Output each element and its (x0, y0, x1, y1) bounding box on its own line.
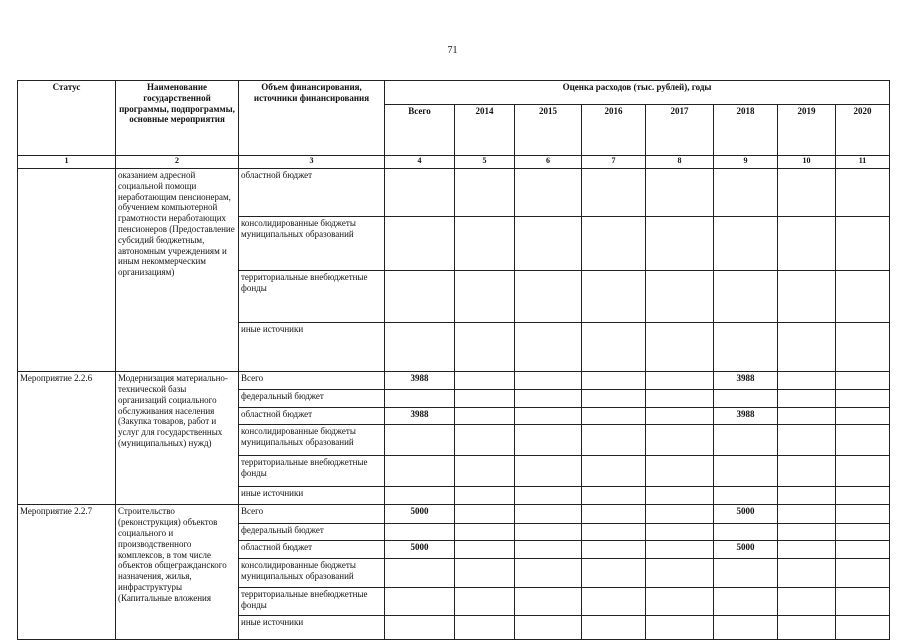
table-row (18, 156, 890, 169)
value-cell (385, 217, 455, 271)
column-number: 3 (239, 156, 385, 169)
value-cell (582, 322, 646, 371)
financing-source: областной бюджет (239, 407, 385, 424)
value-cell (582, 407, 646, 424)
table-row (18, 81, 890, 105)
value-cell (836, 424, 890, 455)
value-cell (385, 456, 455, 487)
column-number: 11 (836, 156, 890, 169)
value-cell (385, 487, 455, 505)
value-cell (515, 540, 582, 558)
value-cell (385, 616, 455, 640)
value-cell (778, 456, 836, 487)
year-header: 2020 (836, 104, 890, 156)
value-cell (836, 168, 890, 216)
value-cell (836, 372, 890, 390)
column-number: 9 (714, 156, 778, 169)
value-cell (582, 390, 646, 407)
value-cell (714, 487, 778, 505)
page-number: 71 (447, 45, 458, 56)
table-row (18, 372, 890, 390)
value-cell (385, 523, 455, 540)
measure-name: Модернизация материально-технической базы организаций социального обслуживания населения (Закупка товаров, работ и услуг для государственных (муниципальных) нужд) (116, 372, 239, 505)
value-cell (385, 168, 455, 216)
value-cell (778, 616, 836, 640)
value-cell (455, 407, 515, 424)
value-cell (836, 505, 890, 523)
financing-source: федеральный бюджет (239, 523, 385, 540)
value-cell (646, 424, 714, 455)
year-header: 2016 (582, 104, 646, 156)
value-cell (455, 523, 515, 540)
value-cell (455, 322, 515, 371)
value-cell (646, 407, 714, 424)
measure-name: оказанием адресной социальной помощи неработающим пенсионерам, обучением компьютерной грамотности неработающих пенсионеров (Предоставление субсидий бюджетным, автономным учреждениям и иным некоммерческим организациям) (116, 168, 239, 371)
value-cell (455, 372, 515, 390)
value-cell (714, 616, 778, 640)
value-cell (778, 168, 836, 216)
value-cell (778, 322, 836, 371)
value-cell: 3988 (714, 372, 778, 390)
value-cell (455, 456, 515, 487)
value-cell (646, 372, 714, 390)
value-cell (515, 588, 582, 616)
column-number: 10 (778, 156, 836, 169)
value-cell (582, 217, 646, 271)
status-header: Статус (18, 81, 116, 156)
value-cell: 3988 (385, 407, 455, 424)
value-cell (778, 407, 836, 424)
value-cell (385, 322, 455, 371)
value-cell (714, 588, 778, 616)
value-cell (714, 271, 778, 323)
value-cell (778, 487, 836, 505)
value-cell: 3988 (385, 372, 455, 390)
year-header: 2018 (714, 104, 778, 156)
value-cell (515, 487, 582, 505)
value-cell (778, 424, 836, 455)
value-cell (515, 390, 582, 407)
value-cell (582, 540, 646, 558)
value-cell (515, 271, 582, 323)
value-cell (778, 559, 836, 588)
value-cell (714, 390, 778, 407)
value-cell (646, 487, 714, 505)
value-cell (582, 523, 646, 540)
financing-source: областной бюджет (239, 168, 385, 216)
value-cell: 5000 (714, 505, 778, 523)
value-cell (582, 271, 646, 323)
value-cell (582, 588, 646, 616)
value-cell (646, 505, 714, 523)
value-cell (836, 271, 890, 323)
value-cell (836, 456, 890, 487)
measure-status: Мероприятие 2.2.6 (18, 372, 116, 505)
value-cell (515, 523, 582, 540)
expenditure-table (17, 80, 890, 640)
value-cell (385, 271, 455, 323)
value-cell (836, 407, 890, 424)
value-cell (714, 559, 778, 588)
value-cell: 3988 (714, 407, 778, 424)
value-cell (385, 390, 455, 407)
value-cell (646, 588, 714, 616)
value-cell (714, 322, 778, 371)
table-row (18, 505, 890, 523)
value-cell (778, 523, 836, 540)
value-cell (385, 588, 455, 616)
value-cell (515, 505, 582, 523)
value-cell (515, 372, 582, 390)
column-number: 5 (455, 156, 515, 169)
financing-source: иные источники (239, 616, 385, 640)
value-cell (515, 424, 582, 455)
value-cell (778, 588, 836, 616)
value-cell (455, 390, 515, 407)
value-cell (455, 487, 515, 505)
value-cell (515, 168, 582, 216)
value-cell (778, 217, 836, 271)
value-cell (455, 271, 515, 323)
value-cell (582, 168, 646, 216)
value-cell (836, 487, 890, 505)
value-cell (515, 217, 582, 271)
value-cell (778, 540, 836, 558)
financing-source: Всего (239, 372, 385, 390)
value-cell (836, 523, 890, 540)
financing-source: иные источники (239, 487, 385, 505)
financing-source: областной бюджет (239, 540, 385, 558)
financing-source: консолидированные бюджеты муниципальных образований (239, 217, 385, 271)
value-cell (582, 505, 646, 523)
measure-name: Строительство (реконструкция) объектов социального и производственного комплексов, в том числе объектов общегражданского назначения, жилья, инфраструктуры (Капитальные вложения (116, 505, 239, 640)
financing-source: территориальные внебюджетные фонды (239, 271, 385, 323)
value-cell (455, 217, 515, 271)
value-cell (836, 390, 890, 407)
value-cell (582, 616, 646, 640)
column-number: 6 (515, 156, 582, 169)
value-cell: 5000 (714, 540, 778, 558)
value-cell (836, 540, 890, 558)
column-number: 2 (116, 156, 239, 169)
value-cell (515, 559, 582, 588)
value-cell (646, 390, 714, 407)
value-cell (515, 456, 582, 487)
value-cell (646, 540, 714, 558)
value-cell (582, 372, 646, 390)
financing-source: консолидированные бюджеты муниципальных образований (239, 559, 385, 588)
value-cell (836, 588, 890, 616)
value-cell (778, 372, 836, 390)
value-cell (515, 616, 582, 640)
measure-status: Мероприятие 2.2.7 (18, 505, 116, 640)
value-cell (646, 523, 714, 540)
value-cell (714, 168, 778, 216)
value-cell (714, 456, 778, 487)
value-cell (582, 559, 646, 588)
financing-source: территориальные внебюджетные фонды (239, 588, 385, 616)
financing-source: Всего (239, 505, 385, 523)
value-cell (455, 505, 515, 523)
value-cell (646, 559, 714, 588)
financing-source: территориальные внебюджетные фонды (239, 456, 385, 487)
value-cell (836, 217, 890, 271)
value-cell (455, 168, 515, 216)
value-cell (646, 616, 714, 640)
value-cell (714, 523, 778, 540)
value-cell (714, 424, 778, 455)
value-cell (646, 456, 714, 487)
value-cell (515, 407, 582, 424)
column-number: 8 (646, 156, 714, 169)
value-cell (385, 559, 455, 588)
name-header: Наименование государственной программы, подпрограммы, основные мероприятия (116, 81, 239, 156)
value-cell (455, 588, 515, 616)
value-cell (455, 559, 515, 588)
value-cell (646, 271, 714, 323)
value-cell (646, 168, 714, 216)
value-cell (385, 424, 455, 455)
year-header: Всего (385, 104, 455, 156)
financing-source: иные источники (239, 322, 385, 371)
value-cell (778, 505, 836, 523)
value-cell (582, 424, 646, 455)
value-cell (646, 217, 714, 271)
year-header: 2014 (455, 104, 515, 156)
financing-source: консолидированные бюджеты муниципальных образований (239, 424, 385, 455)
column-number: 7 (582, 156, 646, 169)
value-cell (455, 616, 515, 640)
value-cell (778, 390, 836, 407)
table-row (18, 168, 890, 216)
value-cell (582, 456, 646, 487)
value-cell (646, 322, 714, 371)
value-cell (455, 540, 515, 558)
value-cell (778, 271, 836, 323)
status-cell (18, 168, 116, 371)
value-cell: 5000 (385, 505, 455, 523)
estimate-header: Оценка расходов (тыс. рублей), годы (385, 81, 890, 105)
column-number: 4 (385, 156, 455, 169)
value-cell (455, 424, 515, 455)
value-cell (836, 322, 890, 371)
value-cell (836, 616, 890, 640)
column-number: 1 (18, 156, 116, 169)
year-header: 2019 (778, 104, 836, 156)
value-cell (582, 487, 646, 505)
year-header: 2015 (515, 104, 582, 156)
value-cell (836, 559, 890, 588)
financing-header: Объем финансирования, источники финансирования (239, 81, 385, 156)
value-cell (714, 217, 778, 271)
year-header: 2017 (646, 104, 714, 156)
financing-source: федеральный бюджет (239, 390, 385, 407)
value-cell: 5000 (385, 540, 455, 558)
value-cell (515, 322, 582, 371)
